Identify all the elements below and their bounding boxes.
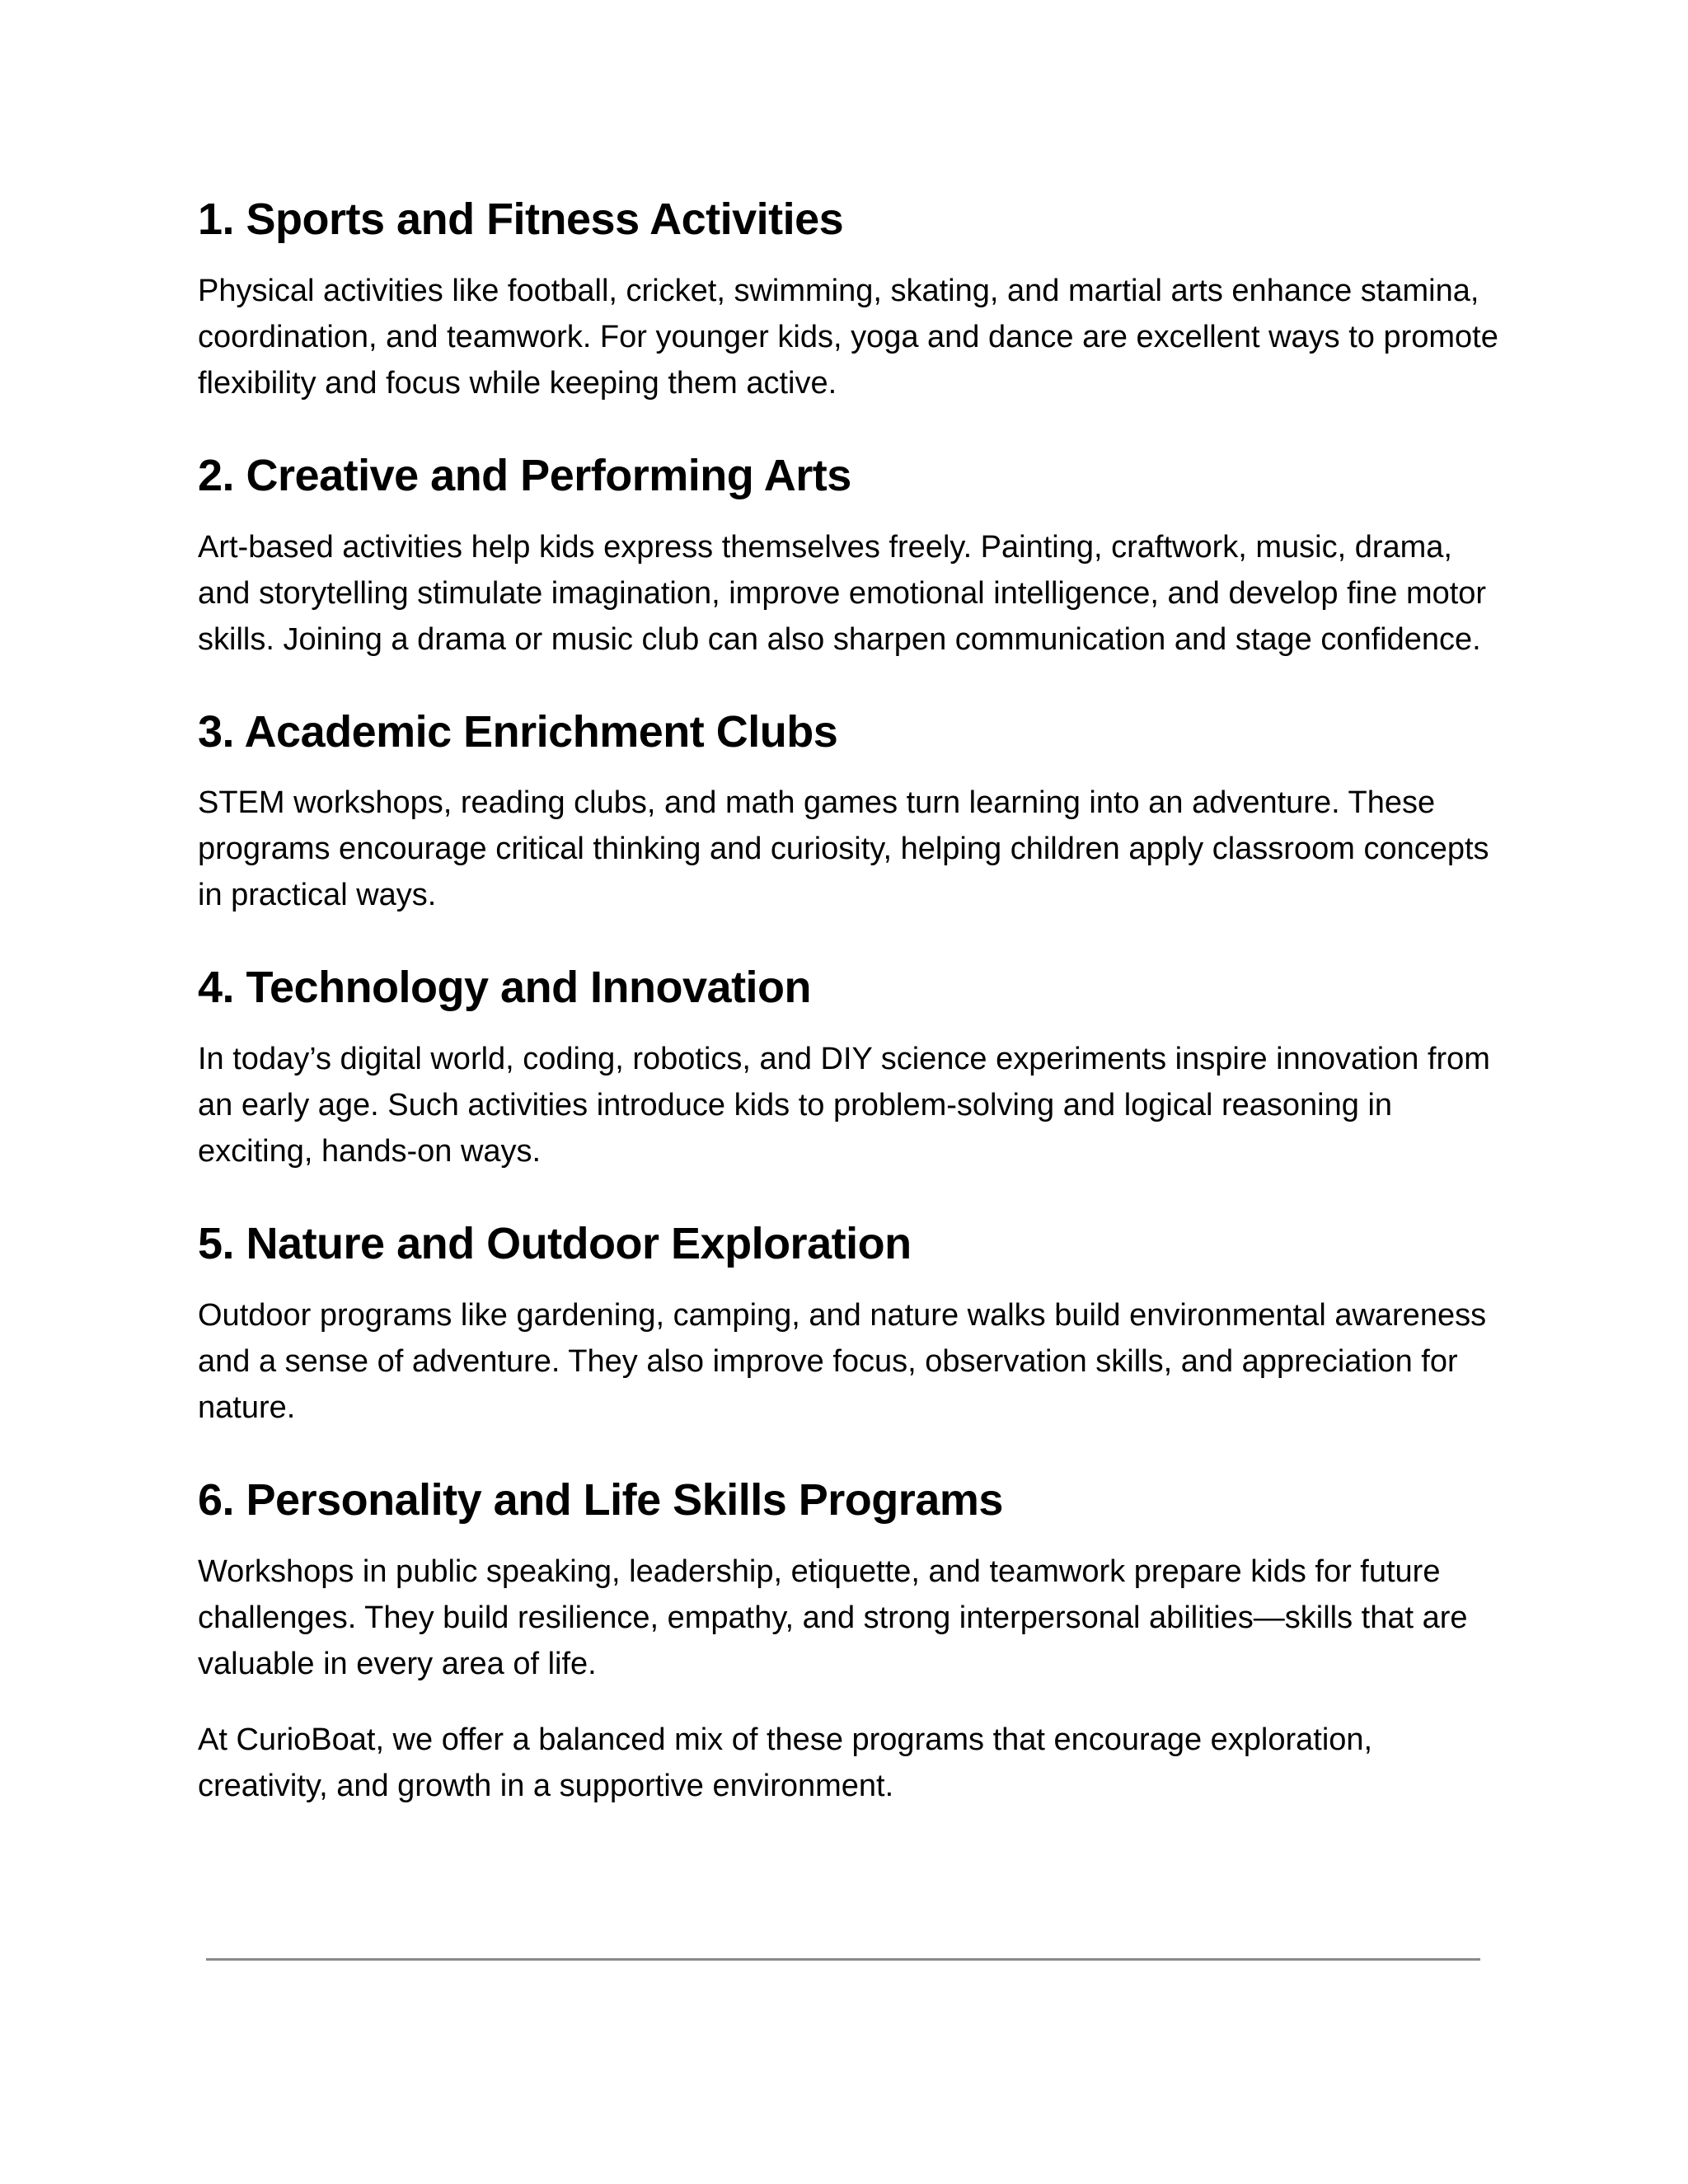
section-heading: 1. Sports and Fitness Activities bbox=[198, 194, 844, 244]
section-body: Outdoor programs like gardening, camping, and nature walks build environmental awareness and a sense of adventure. They also improve focus, observation skills, and appreciation for nature. bbox=[198, 1297, 1487, 1425]
section-creative-arts bbox=[198, 449, 1500, 663]
section-life-skills bbox=[198, 1474, 1500, 1687]
section-body: STEM workshops, reading clubs, and math games turn learning into an adventure. These programs encourage critical thinking and curiosity, helping children apply classroom concepts in practical ways. bbox=[198, 785, 1489, 913]
section-heading: 6. Personality and Life Skills Programs bbox=[198, 1474, 1003, 1525]
section-heading: 2. Creative and Performing Arts bbox=[198, 450, 851, 500]
section-body: In today’s digital world, coding, robotics, and DIY science experiments inspire innovation from an early age. Such activities introduce kids to problem-solving and logical reasoning in exciting, hands-on ways. bbox=[198, 1042, 1490, 1169]
horizontal-divider bbox=[206, 1958, 1480, 1961]
section-academic-clubs bbox=[198, 705, 1500, 919]
document-content bbox=[198, 193, 1500, 1809]
closing-paragraph: At CurioBoat, we offer a balanced mix of these programs that encourage exploration, creativity, and growth in a supportive environment. bbox=[198, 1722, 1373, 1803]
section-technology-innovation bbox=[198, 961, 1500, 1174]
section-body: Art-based activities help kids express themselves freely. Painting, craftwork, music, drama, and storytelling stimulate imagination, improve emotional intelligence, and develop fine motor skills. Joining a drama or music club can also sharpen communication and stage confidence. bbox=[198, 529, 1487, 657]
section-nature-outdoor bbox=[198, 1217, 1500, 1431]
section-body: Workshops in public speaking, leadership, etiquette, and teamwork prepare kids for future challenges. They build resilience, empathy, and strong interpersonal abilities—skills that are valuable in every area of life. bbox=[198, 1554, 1468, 1681]
section-heading: 3. Academic Enrichment Clubs bbox=[198, 706, 838, 757]
section-sports-fitness bbox=[198, 193, 1500, 406]
section-heading: 5. Nature and Outdoor Exploration bbox=[198, 1219, 912, 1269]
section-body: Physical activities like football, cricket, swimming, skating, and martial arts enhance stamina, coordination, and teamwork. For younger kids, yoga and dance are excellent ways to promote flexibility and focus while keeping them active. bbox=[198, 273, 1498, 401]
section-heading: 4. Technology and Innovation bbox=[198, 963, 812, 1013]
